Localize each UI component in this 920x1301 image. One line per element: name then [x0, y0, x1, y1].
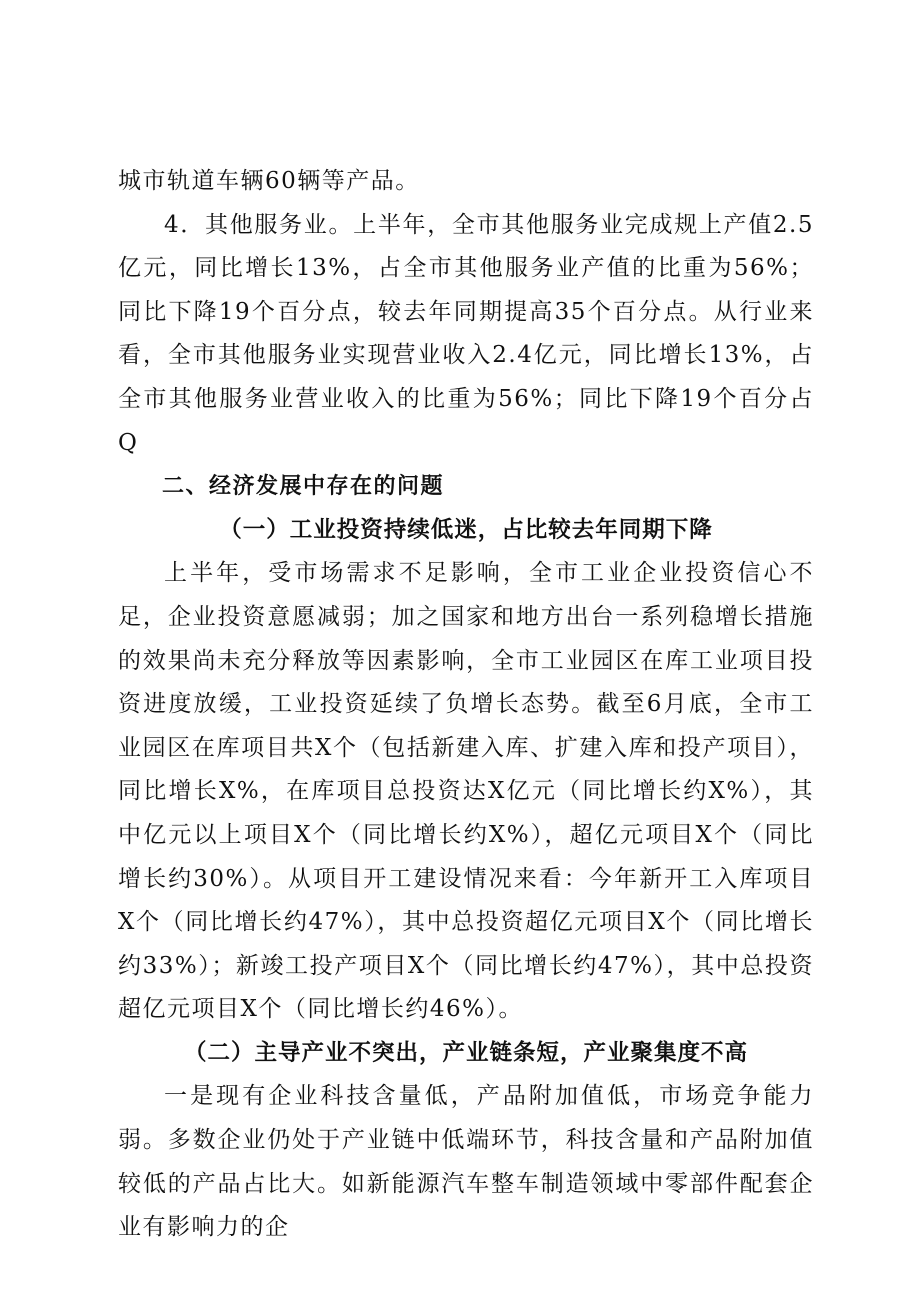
other-services-paragraph: 4．其他服务业。上半年，全市其他服务业完成规上产值2.5亿元，同比增长13%，占全市其他服务业产值的比重为56%；同比下降19个百分点，较去年同期提高35个百分点。从行业来看，全市其他服务业实现营业收入2.4亿元，同比增长13%，占全市其他服务业营业收入的比重为56%；同比下降19个百分占Q: [118, 211, 814, 456]
continuation-paragraph: 城市轨道车辆60辆等产品。: [118, 168, 420, 194]
section-heading-problems: 二、经济发展中存在的问题: [162, 474, 445, 500]
investment-paragraph: 上半年，受市场需求不足影响，全市工业企业投资信心不足，企业投资意愿减弱；加之国家和地方出台一系列稳增长措施的效果尚未充分释放等因素影响，全市工业园区在库工业项目投资进度放缓，工业投资延续了负增长态势。截至6月底，全市工业园区在库项目共X个（包括新建入库、扩建入库和投产项目），同比增长X%，在库项目总投资达X亿元（同比增长约X%），其中亿元以上项目X个（同比增长约X%），超亿元项目X个（同比增长约30%）。从项目开工建设情况来看：今年新开工入库项目X个（同比增长约47%），其中总投资超亿元项目X个（同比增长约33%）；新竣工投产项目X个（同比增长约47%），其中总投资超亿元项目X个（同比增长约46%）。: [118, 560, 814, 1023]
industry-paragraph: 一是现有企业科技含量低，产品附加值低，市场竞争能力弱。多数企业仍处于产业链中低端环节，科技含量和产品附加值较低的产品占比大。如新能源汽车整车制造领域中零部件配套企业有影响力的企: [118, 1083, 814, 1241]
subsection-heading-industry: （二）主导产业不突出，产业链条短，产业聚集度不高: [183, 1039, 748, 1066]
subsection-heading-investment: （一）工业投资持续低迷，占比较去年同期下降: [219, 516, 713, 543]
document-body: [118, 160, 814, 1250]
